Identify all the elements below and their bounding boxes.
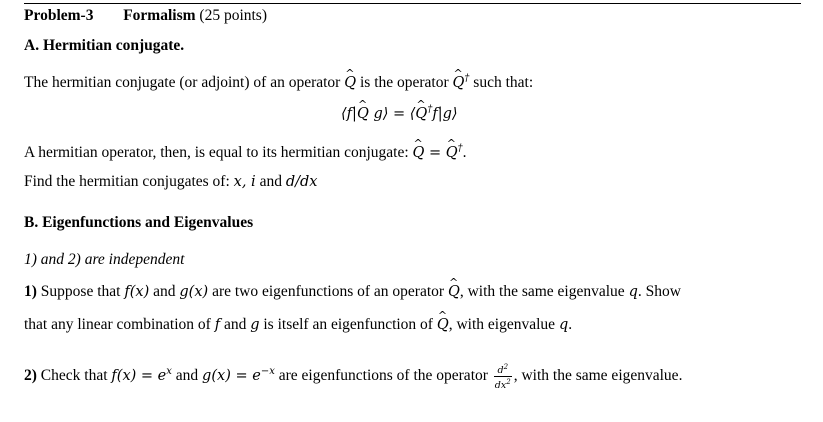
para-text: that any linear combination of — [24, 316, 211, 333]
second-derivative-operator: $\frac{d^2}{dx^2}$ — [494, 363, 511, 392]
operator-q: ^ Q — [448, 283, 460, 301]
math-g-exp: $g(x) = e^{-x}$ — [202, 366, 275, 385]
problem-header — [24, 7, 267, 25]
math-g: g — [250, 317, 260, 333]
para-text: and — [223, 316, 247, 333]
operator-q-dagger: ^ Q† — [453, 75, 470, 91]
section-a-para-2: A hermitian operator, then, is equal to its hermitian conjugate: ^ Q = ^ Q†. — [24, 140, 467, 162]
problem-title: Formalism — [123, 7, 196, 24]
question-1-line-1 — [24, 283, 681, 301]
question-number: 1) — [24, 283, 37, 300]
problem-number: Problem-3 — [24, 7, 94, 24]
math-d-dx: d/dx — [285, 174, 318, 190]
para-text: , with eigenvalue — [448, 316, 556, 333]
operator-q: ^ Q — [344, 74, 356, 92]
hermitian-condition: ^ Q = ^ Q† — [413, 145, 463, 161]
para-text: Suppose that — [40, 283, 121, 300]
section-a-para-3 — [24, 173, 317, 191]
math-g-of-x: g(x) — [179, 284, 209, 300]
para-text: Find the hermitian conjugates of: — [24, 173, 230, 190]
adjoint-equation: ⟨f|^ Q g⟩ = ⟨^ Q†f|g⟩ — [341, 101, 458, 123]
para-text: are two eigenfunctions of an operator — [212, 283, 445, 300]
para-text: and — [153, 283, 176, 300]
math-q: q — [558, 317, 569, 333]
para-text: and — [259, 173, 282, 190]
top-rule — [24, 3, 801, 4]
section-b-note: 1) and 2) are independent — [24, 251, 185, 268]
operator-q: ^ Q — [437, 316, 449, 334]
section-a-heading: A. Hermitian conjugate. — [24, 37, 185, 54]
para-text: The hermitian conjugate (or adjoint) of an operator — [24, 73, 341, 91]
para-text: is itself an eigenfunction of — [263, 316, 433, 333]
para-text: A hermitian operator, then, is equal to its hermitian conjugate: — [24, 143, 409, 161]
problem-points: (25 points) — [199, 7, 267, 24]
math-x-i: x, i — [233, 174, 256, 190]
para-text: . Show — [637, 283, 681, 300]
section-b-heading: B. Eigenfunctions and Eigenvalues — [24, 214, 254, 231]
para-text: Check that — [40, 367, 108, 385]
math-f: f — [214, 317, 221, 333]
para-text: with the same eigenvalue. — [521, 367, 683, 385]
math-f-exp: $f(x) = e^x$ — [111, 366, 172, 385]
para-text: , with the same eigenvalue — [459, 283, 625, 300]
math-q: q — [628, 284, 638, 300]
question-number: 2) — [24, 367, 37, 385]
math-f-of-x: f(x) — [124, 284, 150, 300]
para-text: are eigenfunctions of the operator — [278, 367, 488, 385]
question-1-line-2: that any linear combination of f and g is itself an eigenfunction of ^ Q, with eigenvalue q. — [24, 316, 572, 334]
para-text: and — [175, 367, 199, 385]
para-text: such that: — [473, 73, 534, 91]
section-a-para-1 — [24, 70, 533, 92]
question-2: 2) Check that $f(x) = e^x$ and $g(x) = e^{-x}$ are eigenfunctions of the operator $\frac{d^2}{dx^2}$ , with the same eigenvalue. — [24, 363, 683, 392]
para-text: is the operator — [359, 73, 449, 91]
